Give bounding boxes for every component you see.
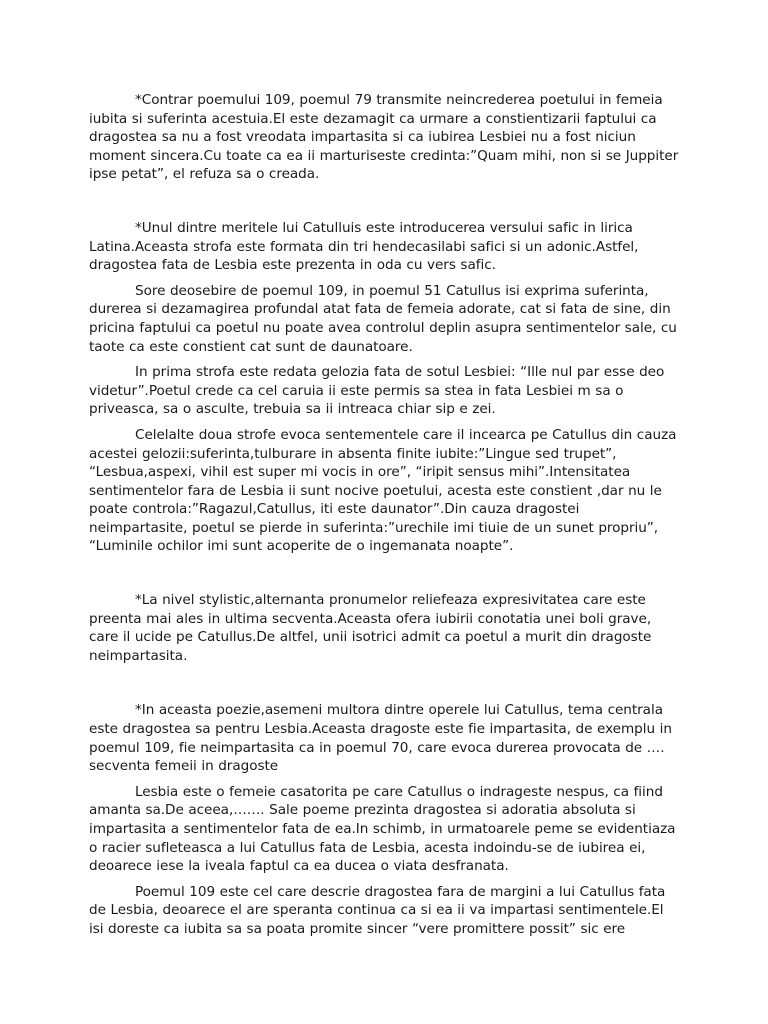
paragraph-poem-109: Poemul 109 este cel care descrie dragostea fara de margini a lui Catullus fata de Lesbia, deoarece el are speranta continua ca si ea ii va impartasi sentimentele.El isi doreste ca iubita sa sa poata promite sincer “vere promittere possit” sic ere	[89, 883, 666, 937]
paragraph-other-strophes: Celelalte doua strofe evoca sentementele care il incearca pe Catullus din cauza acestei gelozii:suferinta,tulburare in absenta finite iubite:”Lingue sed trupet”, “Lesbua,aspexi, vihil est super mi vocis in ore”, “iripit sensus mihi”.Intensitatea sentimentelor fara de Lesbia ii sunt nocive poetului, acesta este constient ,dar nu le poate controla:”Ragazul,Catullus, iti este daunator”.Din cauza dragostei neimpartasite, poetul se pierde in suferinta:”urechile imi tiuie de un sunet propriu”, “Luminile ochilor imi sunt acoperite de o ingemanata noapte”.	[89, 426, 677, 555]
paragraph-poem-51: Sore deosebire de poemul 109, in poemul 51 Catullus isi exprima suferinta, durerea si dezamagirea profundal atat fata de femeia adorate, cat si fata de sine, din pricina faptului ca poetul nu poate avea controlul deplin asupra sentimentelor sale, cu taote ca este constient cat sunt de daunatoare.	[89, 282, 677, 355]
paragraph-stylistic: *La nivel stylistic,alternanta pronumelor reliefeaza expresivitatea care este preenta mai ales in ultima secventa.Aceasta ofera iubirii conotatia unei boli grave, care il ucide pe Catullus.De altfel, unii isotrici admit ca poetul a murit din dragoste neimpartasita.	[89, 592, 652, 664]
paragraph-lesbia: Lesbia este o femeie casatorita pe care Catullus o indrageste nespus, ca fiind amanta sa.De aceea,……. Sale poeme prezinta dragostea si adoratia absoluta si impartasita a sentimentelor fata de ea.In schimb, in urmatoarele peme se evidentiaza o racier sufleteasca a lui Catullus fata de Lesbia, acesta indoindu-se de iubirea ei, deoarece iese la iveala faptul ca ea ducea o viata desfranata.	[89, 783, 676, 875]
paragraph-safic-verse: *Unul dintre meritele lui Catulluis este introducerea versului safic in lirica Latina.Aceasta strofa este formata din tri hendecasilabi safici si un adonic.Astfel, dragostea fata de Lesbia este prezenta in oda cu vers safic.	[89, 219, 639, 274]
paragraph-central-theme: *In aceasta poezie,asemeni multora dintre operele lui Catullus, tema centrala este dragostea sa pentru Lesbia.Aceasta dragoste este fie impartasita, de exemplu in poemul 109, fie neimpartasita ca in poemul 70, care evoca durerea provocata de …. secventa femeii in dragoste	[89, 702, 672, 775]
paragraph-poem-79: *Contrar poemului 109, poemul 79 transmite neincrederea poetului in femeia iubita si suferinta acestuia.El este dezamagit ca urmare a constientizarii faptului ca dragostea sa nu a fost vreodata impartasita si ca iubirea Lesbiei nu a fost niciun moment sincera.Cu toate ca ea ii marturiseste credinta:”Quam mihi, non si se Juppiter ipse petat”, el refuza sa o creada.	[89, 92, 679, 183]
document-body	[89, 91, 681, 939]
paragraph-first-strophe: In prima strofa este redata gelozia fata de sotul Lesbiei: “Ille nul par esse deo videtur”.Poetul crede ca cel caruia ii este permis sa stea in fata Lesbiei m sa o priveasca, sa o asculte, trebuia sa ii intreaca chiar sip e zei.	[89, 364, 665, 418]
